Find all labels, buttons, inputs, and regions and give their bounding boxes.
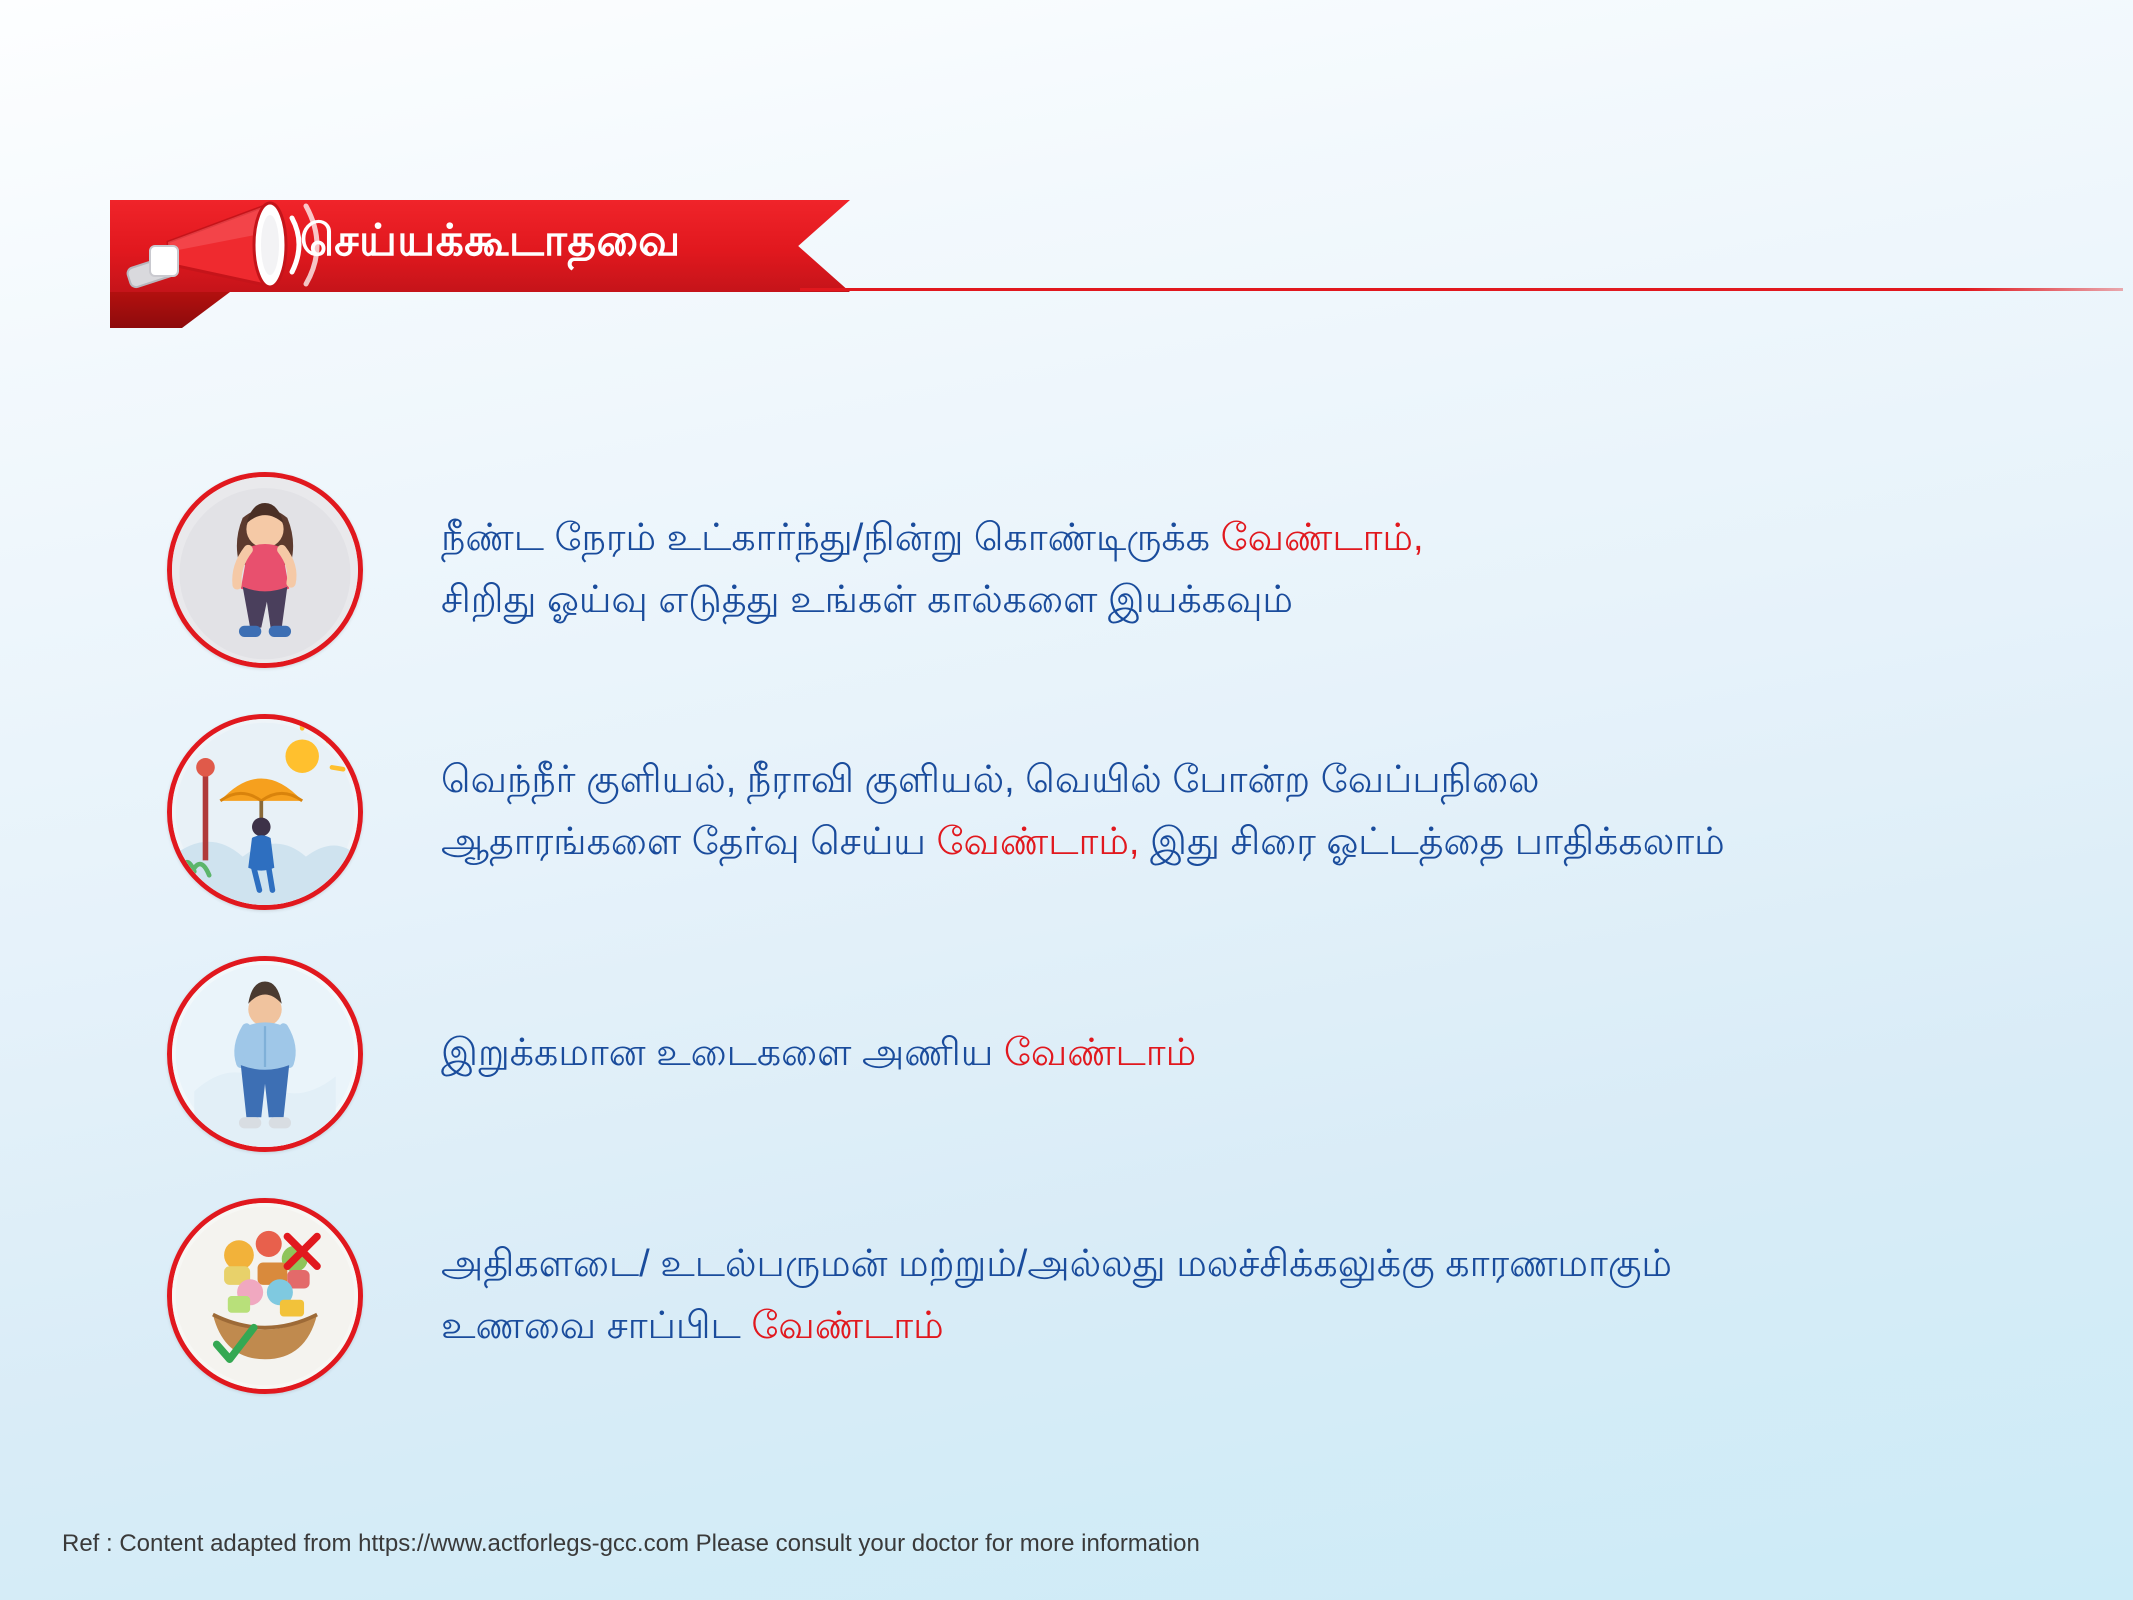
page-title: செய்யக்கூடாதவை xyxy=(300,216,681,265)
icon-container xyxy=(165,480,365,660)
advice-text xyxy=(441,750,1725,873)
advice-text xyxy=(441,1023,1196,1085)
walking-woman-icon xyxy=(167,472,363,668)
icon-container xyxy=(165,722,365,902)
icon-container xyxy=(165,1206,365,1386)
list-item xyxy=(0,964,2133,1144)
tight-clothing-man-icon xyxy=(167,956,363,1152)
header-banner xyxy=(0,180,2133,320)
list-item xyxy=(0,480,2133,660)
advice-line1-warning: வேண்டாம் xyxy=(1003,1032,1197,1075)
advice-line1-before: வெந்நீர் குளியல், நீராவி குளியல், வெயில் போன்ற வேப்பநிலை xyxy=(441,759,1540,802)
list-item xyxy=(0,1206,2133,1386)
advice-line2-before: ஆதாரங்களை தேர்வு செய்ய xyxy=(441,821,937,863)
advice-line1-before: இறுக்கமான உடைகளை அணிய xyxy=(441,1032,1004,1075)
advice-list xyxy=(0,480,2133,1448)
advice-line2-warning: வேண்டாம், xyxy=(936,821,1140,863)
header-divider xyxy=(800,288,2123,291)
footer-reference: Ref : Content adapted from https://www.actforlegs-gcc.com Please consult your doctor for more information xyxy=(62,1530,1200,1557)
advice-line1-before: நீண்ட நேரம் உட்கார்ந்து/நின்று கொண்டிருக்க xyxy=(441,517,1221,560)
list-item xyxy=(0,722,2133,902)
junk-food-bowl-icon xyxy=(167,1198,363,1394)
advice-line2-warning: வேண்டாம் xyxy=(751,1305,944,1347)
icon-container xyxy=(165,964,365,1144)
advice-text xyxy=(441,508,1424,631)
advice-line2-after: இது சிரை ஓட்டத்தை பாதிக்கலாம் xyxy=(1139,821,1725,863)
advice-line1-before: அதிகளடை/ உடல்பருமன் மற்றும்/அல்லது மலச்சிக்கலுக்கு காரணமாகும் xyxy=(441,1243,1672,1286)
advice-line2-before: உணவை சாப்பிட xyxy=(441,1305,752,1347)
advice-text xyxy=(441,1234,1672,1357)
advice-line2-before: சிறிது ஓய்வு எடுத்து உங்கள் கால்களை இயக்கவும் xyxy=(441,579,1294,621)
megaphone-icon xyxy=(120,190,320,320)
sun-umbrella-icon xyxy=(167,714,363,910)
advice-line1-warning: வேண்டாம், xyxy=(1220,517,1424,560)
